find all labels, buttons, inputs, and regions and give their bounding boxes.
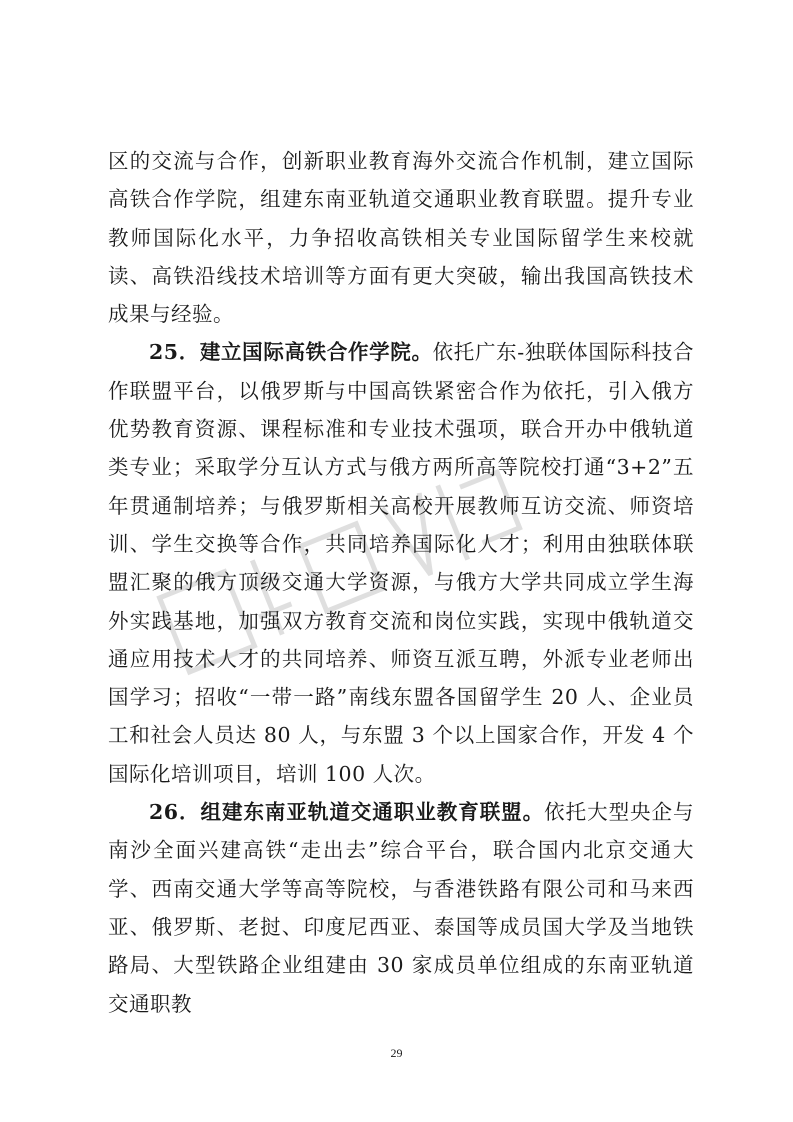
paragraph-item-26 <box>108 793 694 1023</box>
paragraph-text: 依托大型央企与南沙全面兴建高铁“走出去”综合平台，联合国内北京交通大学、西南交通大学等高等院校，与香港铁路有限公司和马来西亚、俄罗斯、老挝、印度尼西亚、泰国等成员国大学及当地铁路局、大型铁路企业组建由 30 家成员单位组成的东南亚轨道交通职教 <box>108 800 695 1016</box>
page-number: 29 <box>390 1046 403 1060</box>
item-heading: 26．组建东南亚轨道交通职业教育联盟。 <box>149 800 545 825</box>
document-body <box>108 142 694 1023</box>
paragraph-text: 区的交流与合作，创新职业教育海外交流合作机制，建立国际高铁合作学院，组建东南亚轨道交通职业教育联盟。提升专业教师国际化水平，力争招收高铁相关专业国际留学生来校就读、高铁沿线技术培训等方面有更大突破，输出我国高铁技术成果与经验。 <box>108 149 694 327</box>
paragraph-item-25 <box>108 333 694 793</box>
paragraph-intro <box>108 142 694 333</box>
paragraph-text: 依托广东-独联体国际科技合作联盟平台，以俄罗斯与中国高铁紧密合作为依托，引入俄方优势教育资源、课程标准和专业技术强项，联合开办中俄轨道类专业；采取学分互认方式与俄方两所高等院校打通“3+2”五年贯通制培养；与俄罗斯相关高校开展教师互访交流、师资培训、学生交换等合作，共同培养国际化人才；利用由独联体联盟汇聚的俄方顶级交通大学资源，与俄方大学共同成立学生海外实践基地，加强双方教育交流和岗位实践，实现中俄轨道交通应用技术人才的共同培养、师资互派互聘，外派专业老师出国学习；招收“一带一路”南线东盟各国留学生 20 人、企业员工和社会人员达 80 人，与东盟 3 个以上国家合作，开发 4 个国际化培训项目，培训 100 人次。 <box>108 340 694 786</box>
item-heading: 25．建立国际高铁合作学院。 <box>149 340 433 365</box>
